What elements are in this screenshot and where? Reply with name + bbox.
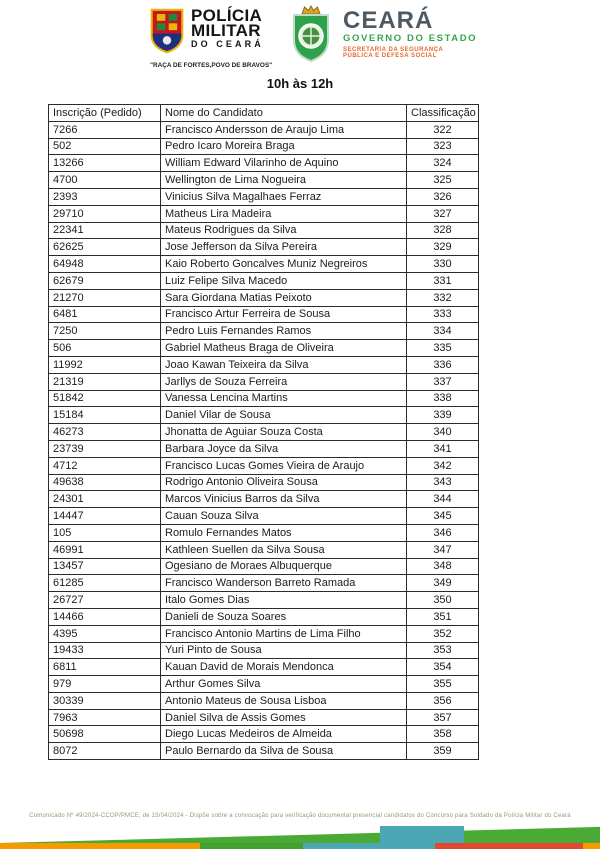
inscricao-cell: 26727 — [49, 592, 161, 609]
classificacao-cell: 329 — [407, 239, 479, 256]
nome-cell: Rodrigo Antonio Oliveira Sousa — [161, 474, 407, 491]
classificacao-cell: 331 — [407, 272, 479, 289]
inscricao-cell: 15184 — [49, 407, 161, 424]
table-row — [49, 491, 479, 508]
classificacao-cell: 351 — [407, 608, 479, 625]
classificacao-cell: 330 — [407, 256, 479, 273]
inscricao-cell: 46991 — [49, 541, 161, 558]
footer-notice: Comunicado Nº 49/2024-CCOP/PMCE, de 15/04/2024 - Dispõe sobre a convocação para verificação documental presencial candidatos do Concurso para Soldado da Polícia Militar do Ceará — [29, 813, 571, 819]
nome-cell: Kauan David de Morais Mendonca — [161, 659, 407, 676]
inscricao-cell: 2393 — [49, 188, 161, 205]
nome-cell: Antonio Mateus de Sousa Lisboa — [161, 692, 407, 709]
classificacao-cell: 345 — [407, 508, 479, 525]
inscricao-cell: 49638 — [49, 474, 161, 491]
table-row — [49, 256, 479, 273]
table-row — [49, 558, 479, 575]
classificacao-cell: 335 — [407, 340, 479, 357]
classificacao-cell: 324 — [407, 155, 479, 172]
classificacao-cell: 333 — [407, 306, 479, 323]
table-header-row — [49, 105, 479, 122]
table-row — [49, 709, 479, 726]
ceara-subtitle: GOVERNO DO ESTADO — [343, 33, 478, 44]
table-row — [49, 390, 479, 407]
inscricao-cell: 19433 — [49, 642, 161, 659]
classificacao-cell: 355 — [407, 676, 479, 693]
nome-cell: Sara Giordana Matias Peixoto — [161, 289, 407, 306]
inscricao-cell: 979 — [49, 676, 161, 693]
table-row — [49, 743, 479, 760]
table-row — [49, 340, 479, 357]
classificacao-cell: 343 — [407, 474, 479, 491]
inscricao-cell: 6481 — [49, 306, 161, 323]
classificacao-cell: 357 — [407, 709, 479, 726]
nome-cell: Kathleen Suellen da Silva Sousa — [161, 541, 407, 558]
classificacao-cell: 325 — [407, 172, 479, 189]
inscricao-cell: 11992 — [49, 356, 161, 373]
nome-cell: Luiz Felipe Silva Macedo — [161, 272, 407, 289]
classificacao-cell: 336 — [407, 356, 479, 373]
nome-cell: Mateus Rodrigues da Silva — [161, 222, 407, 239]
inscricao-cell: 13457 — [49, 558, 161, 575]
table-row — [49, 692, 479, 709]
table-row — [49, 659, 479, 676]
table-row — [49, 306, 479, 323]
table-row — [49, 508, 479, 525]
nome-cell: Vinicius Silva Magalhaes Ferraz — [161, 188, 407, 205]
nome-cell: Francisco Lucas Gomes Vieira de Araujo — [161, 457, 407, 474]
nome-cell: Francisco Wanderson Barreto Ramada — [161, 575, 407, 592]
candidates-table — [48, 104, 479, 760]
classificacao-cell: 358 — [407, 726, 479, 743]
nome-cell: Danieli de Souza Soares — [161, 608, 407, 625]
inscricao-cell: 62625 — [49, 239, 161, 256]
table-row — [49, 676, 479, 693]
inscricao-cell: 46273 — [49, 424, 161, 441]
inscricao-cell: 7963 — [49, 709, 161, 726]
table-row — [49, 608, 479, 625]
nome-cell: Joao Kawan Teixeira da Silva — [161, 356, 407, 373]
classificacao-cell: 348 — [407, 558, 479, 575]
ceara-government-logo — [286, 4, 477, 67]
column-header-inscricao: Inscrição (Pedido) — [49, 105, 161, 122]
inscricao-cell: 14447 — [49, 508, 161, 525]
nome-cell: Yuri Pinto de Sousa — [161, 642, 407, 659]
classificacao-cell: 347 — [407, 541, 479, 558]
column-header-classificacao: Classificação — [407, 105, 479, 122]
table-row — [49, 239, 479, 256]
ceara-title: CEARÁ — [343, 7, 434, 34]
pm-motto: "RAÇA DE FORTES,POVO DE BRAVOS" — [150, 62, 273, 69]
classificacao-cell: 326 — [407, 188, 479, 205]
nome-cell: Pedro Luis Fernandes Ramos — [161, 323, 407, 340]
inscricao-cell: 21319 — [49, 373, 161, 390]
inscricao-cell: 7250 — [49, 323, 161, 340]
pm-ceara-logo — [150, 8, 272, 69]
nome-cell: Vanessa Lencina Martins — [161, 390, 407, 407]
classificacao-cell: 356 — [407, 692, 479, 709]
classificacao-cell: 346 — [407, 524, 479, 541]
table-row — [49, 138, 479, 155]
inscricao-cell: 21270 — [49, 289, 161, 306]
inscricao-cell: 51842 — [49, 390, 161, 407]
nome-cell: Marcos Vinicius Barros da Silva — [161, 491, 407, 508]
nome-cell: Jarllys de Souza Ferreira — [161, 373, 407, 390]
nome-cell: Kaio Roberto Goncalves Muniz Negreiros — [161, 256, 407, 273]
classificacao-cell: 322 — [407, 121, 479, 138]
inscricao-cell: 22341 — [49, 222, 161, 239]
classificacao-cell: 328 — [407, 222, 479, 239]
banner-strip-green — [200, 843, 303, 849]
banner-strip-orange-left — [0, 843, 200, 849]
classificacao-cell: 354 — [407, 659, 479, 676]
nome-cell: Paulo Bernardo da Silva de Sousa — [161, 743, 407, 760]
inscricao-cell: 29710 — [49, 205, 161, 222]
classificacao-cell: 342 — [407, 457, 479, 474]
classificacao-cell: 334 — [407, 323, 479, 340]
ceara-shield-icon — [286, 4, 336, 67]
table-row — [49, 457, 479, 474]
classificacao-cell: 341 — [407, 440, 479, 457]
table-row — [49, 625, 479, 642]
table-row — [49, 575, 479, 592]
pm-title-line2: MILITAR — [191, 21, 261, 40]
table-row — [49, 440, 479, 457]
table-row — [49, 222, 479, 239]
nome-cell: Italo Gomes Dias — [161, 592, 407, 609]
inscricao-cell: 23739 — [49, 440, 161, 457]
column-header-nome: Nome do Candidato — [161, 105, 407, 122]
table-row — [49, 592, 479, 609]
inscricao-cell: 30339 — [49, 692, 161, 709]
time-slot-heading: 10h às 12h — [266, 76, 334, 91]
table-row — [49, 726, 479, 743]
classificacao-cell: 340 — [407, 424, 479, 441]
table-row — [49, 407, 479, 424]
candidate-table-body — [49, 121, 479, 759]
ceara-secretariat-line1: SECRETARIA DA SEGURANÇA — [343, 47, 444, 53]
inscricao-cell: 50698 — [49, 726, 161, 743]
inscricao-cell: 62679 — [49, 272, 161, 289]
nome-cell: Jose Jefferson da Silva Pereira — [161, 239, 407, 256]
inscricao-cell: 14466 — [49, 608, 161, 625]
classificacao-cell: 350 — [407, 592, 479, 609]
table-row — [49, 289, 479, 306]
nome-cell: Francisco Artur Ferreira de Sousa — [161, 306, 407, 323]
classificacao-cell: 353 — [407, 642, 479, 659]
inscricao-cell: 4700 — [49, 172, 161, 189]
inscricao-cell: 61285 — [49, 575, 161, 592]
inscricao-cell: 4712 — [49, 457, 161, 474]
nome-cell: Francisco Andersson de Araujo Lima — [161, 121, 407, 138]
table-row — [49, 642, 479, 659]
table-row — [49, 155, 479, 172]
nome-cell: Wellington de Lima Nogueira — [161, 172, 407, 189]
inscricao-cell: 8072 — [49, 743, 161, 760]
nome-cell: Pedro Icaro Moreira Braga — [161, 138, 407, 155]
inscricao-cell: 64948 — [49, 256, 161, 273]
nome-cell: Francisco Antonio Martins de Lima Filho — [161, 625, 407, 642]
footer-banner-graphic — [0, 826, 600, 849]
nome-cell: William Edward Vilarinho de Aquino — [161, 155, 407, 172]
classificacao-cell: 332 — [407, 289, 479, 306]
inscricao-cell: 502 — [49, 138, 161, 155]
classificacao-cell: 344 — [407, 491, 479, 508]
table-row — [49, 373, 479, 390]
banner-strip-orange-right — [583, 843, 600, 849]
pm-shield-icon — [150, 8, 184, 59]
nome-cell: Diego Lucas Medeiros de Almeida — [161, 726, 407, 743]
nome-cell: Daniel Vilar de Sousa — [161, 407, 407, 424]
classificacao-cell: 338 — [407, 390, 479, 407]
banner-strip-teal — [303, 843, 435, 849]
classificacao-cell: 337 — [407, 373, 479, 390]
table-row — [49, 474, 479, 491]
ceara-secretariat-line2: PÚBLICA E DEFESA SOCIAL — [343, 53, 437, 59]
table-row — [49, 541, 479, 558]
inscricao-cell: 13266 — [49, 155, 161, 172]
nome-cell: Matheus Lira Madeira — [161, 205, 407, 222]
classificacao-cell: 359 — [407, 743, 479, 760]
pm-title-line1: POLÍCIA — [191, 6, 263, 25]
table-row — [49, 172, 479, 189]
table-row — [49, 524, 479, 541]
inscricao-cell: 4395 — [49, 625, 161, 642]
classificacao-cell: 339 — [407, 407, 479, 424]
table-row — [49, 424, 479, 441]
inscricao-cell: 105 — [49, 524, 161, 541]
nome-cell: Romulo Fernandes Matos — [161, 524, 407, 541]
nome-cell: Gabriel Matheus Braga de Oliveira — [161, 340, 407, 357]
inscricao-cell: 24301 — [49, 491, 161, 508]
classificacao-cell: 327 — [407, 205, 479, 222]
nome-cell: Daniel Silva de Assis Gomes — [161, 709, 407, 726]
nome-cell: Jhonatta de Aguiar Souza Costa — [161, 424, 407, 441]
nome-cell: Cauan Souza Silva — [161, 508, 407, 525]
nome-cell: Barbara Joyce da Silva — [161, 440, 407, 457]
table-row — [49, 121, 479, 138]
table-row — [49, 356, 479, 373]
nome-cell: Arthur Gomes Silva — [161, 676, 407, 693]
inscricao-cell: 506 — [49, 340, 161, 357]
pm-title-line3: DO CEARÁ — [191, 39, 264, 49]
nome-cell: Ogesiano de Moraes Albuquerque — [161, 558, 407, 575]
table-row — [49, 272, 479, 289]
inscricao-cell: 7266 — [49, 121, 161, 138]
classificacao-cell: 323 — [407, 138, 479, 155]
banner-strip-red — [435, 843, 583, 849]
inscricao-cell: 6811 — [49, 659, 161, 676]
table-row — [49, 205, 479, 222]
classificacao-cell: 349 — [407, 575, 479, 592]
table-row — [49, 323, 479, 340]
classificacao-cell: 352 — [407, 625, 479, 642]
table-row — [49, 188, 479, 205]
